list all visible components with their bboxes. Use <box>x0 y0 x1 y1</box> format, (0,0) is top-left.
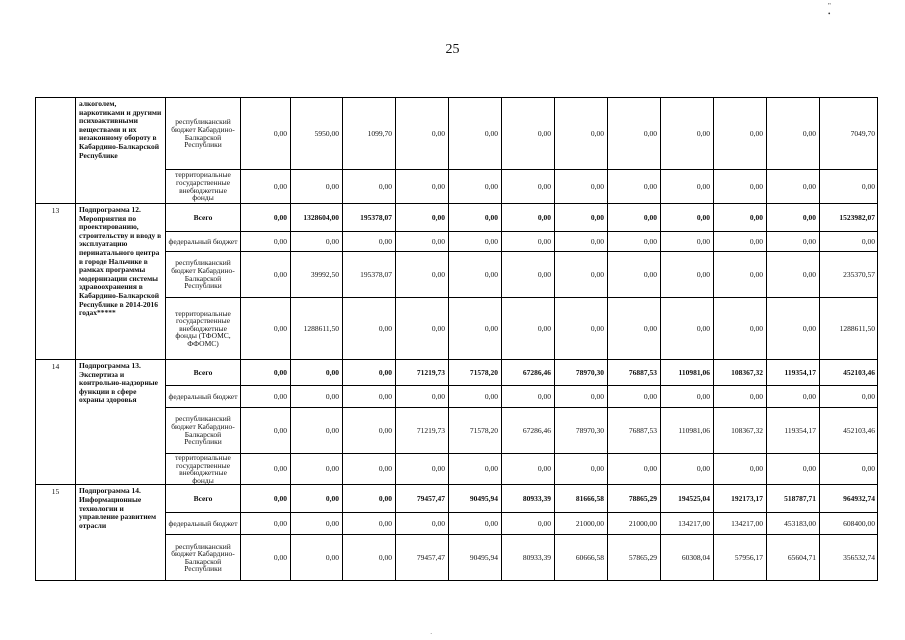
amount-cell: 0,00 <box>449 170 502 204</box>
budget-table <box>35 97 878 581</box>
table-row <box>36 360 878 386</box>
amount-cell: 0,00 <box>449 298 502 360</box>
amount-cell: 0,00 <box>343 454 396 485</box>
amount-cell: 0,00 <box>714 252 767 298</box>
amount-cell: 0,00 <box>396 232 449 252</box>
amount-cell: 195378,07 <box>343 204 396 232</box>
amount-cell: 67286,46 <box>502 360 555 386</box>
amount-cell: 0,00 <box>343 298 396 360</box>
amount-cell: 0,00 <box>661 170 714 204</box>
amount-cell: 0,00 <box>396 513 449 535</box>
amount-cell: 119354,17 <box>767 408 820 454</box>
amount-cell: 134217,00 <box>661 513 714 535</box>
amount-cell: 0,00 <box>343 170 396 204</box>
amount-cell: 90495,94 <box>449 485 502 513</box>
amount-cell: 0,00 <box>714 98 767 170</box>
funding-source: Всего <box>166 360 241 386</box>
table-row <box>36 98 878 170</box>
amount-cell: 0,00 <box>767 252 820 298</box>
amount-cell: 0,00 <box>291 170 343 204</box>
amount-cell: 0,00 <box>241 252 291 298</box>
amount-cell: 194525,04 <box>661 485 714 513</box>
funding-source: федеральный бюджет <box>166 232 241 252</box>
amount-cell: 108367,32 <box>714 360 767 386</box>
amount-cell: 356532,74 <box>820 535 878 581</box>
funding-source: республиканский бюджет Кабардино-Балкарской Республики <box>166 98 241 170</box>
amount-cell: 0,00 <box>241 98 291 170</box>
subprogram-title: алкоголем, наркотиками и другими психоактивными веществами и их незаконному обороту в Кабардино-Балкарской Республике <box>76 98 166 204</box>
amount-cell: 90495,94 <box>449 535 502 581</box>
amount-cell: 79457,47 <box>396 485 449 513</box>
amount-cell: 452103,46 <box>820 408 878 454</box>
funding-source: территориальные государственные внебюджетные фонды (ТФОМС, ФФОМС) <box>166 298 241 360</box>
amount-cell: 0,00 <box>608 98 661 170</box>
amount-cell: 0,00 <box>396 98 449 170</box>
bottom-mark: · <box>430 630 433 638</box>
amount-cell: 108367,32 <box>714 408 767 454</box>
amount-cell: 0,00 <box>241 454 291 485</box>
amount-cell: 78970,30 <box>555 408 608 454</box>
amount-cell: 0,00 <box>767 204 820 232</box>
funding-source: территориальные государственные внебюджетные фонды <box>166 454 241 485</box>
amount-cell: 0,00 <box>555 232 608 252</box>
amount-cell: 0,00 <box>449 98 502 170</box>
amount-cell: 0,00 <box>714 232 767 252</box>
amount-cell: 0,00 <box>608 386 661 408</box>
amount-cell: 0,00 <box>608 252 661 298</box>
table-row <box>36 485 878 513</box>
amount-cell: 0,00 <box>714 298 767 360</box>
amount-cell: 0,00 <box>396 170 449 204</box>
amount-cell: 110981,06 <box>661 360 714 386</box>
subprogram-title: Подпрограмма 13. Экспертиза и контрольно-надзорные функции в сфере охраны здоровья <box>76 360 166 485</box>
amount-cell: 0,00 <box>291 485 343 513</box>
amount-cell: 0,00 <box>449 513 502 535</box>
amount-cell: 453183,00 <box>767 513 820 535</box>
row-number: 13 <box>36 204 76 360</box>
amount-cell: 0,00 <box>449 252 502 298</box>
amount-cell: 1099,70 <box>343 98 396 170</box>
amount-cell: 0,00 <box>767 454 820 485</box>
amount-cell: 0,00 <box>608 298 661 360</box>
funding-source: Всего <box>166 485 241 513</box>
amount-cell: 0,00 <box>241 535 291 581</box>
amount-cell: 0,00 <box>343 360 396 386</box>
amount-cell: 0,00 <box>820 170 878 204</box>
amount-cell: 0,00 <box>291 535 343 581</box>
amount-cell: 0,00 <box>449 232 502 252</box>
amount-cell: 0,00 <box>396 454 449 485</box>
amount-cell: 0,00 <box>241 170 291 204</box>
row-number: 14 <box>36 360 76 485</box>
page-number: 25 <box>445 42 460 57</box>
amount-cell: 0,00 <box>714 454 767 485</box>
amount-cell: 608400,00 <box>820 513 878 535</box>
amount-cell: 0,00 <box>449 386 502 408</box>
amount-cell: 71219,73 <box>396 408 449 454</box>
amount-cell: 0,00 <box>502 454 555 485</box>
funding-source: республиканский бюджет Кабардино-Балкарской Республики <box>166 252 241 298</box>
amount-cell: 964932,74 <box>820 485 878 513</box>
funding-source: федеральный бюджет <box>166 386 241 408</box>
amount-cell: 0,00 <box>241 360 291 386</box>
amount-cell: 81666,58 <box>555 485 608 513</box>
amount-cell: 0,00 <box>343 535 396 581</box>
amount-cell: 0,00 <box>291 408 343 454</box>
amount-cell: 0,00 <box>502 98 555 170</box>
amount-cell: 0,00 <box>241 485 291 513</box>
corner-marks: " • <box>828 2 859 18</box>
amount-cell: 0,00 <box>767 232 820 252</box>
amount-cell: 0,00 <box>661 204 714 232</box>
row-number <box>36 98 76 204</box>
amount-cell: 65604,71 <box>767 535 820 581</box>
amount-cell: 76887,53 <box>608 408 661 454</box>
amount-cell: 67286,46 <box>502 408 555 454</box>
amount-cell: 0,00 <box>555 298 608 360</box>
amount-cell: 195378,07 <box>343 252 396 298</box>
amount-cell: 0,00 <box>555 252 608 298</box>
amount-cell: 0,00 <box>608 204 661 232</box>
amount-cell: 0,00 <box>661 386 714 408</box>
amount-cell: 0,00 <box>661 454 714 485</box>
amount-cell: 0,00 <box>608 170 661 204</box>
amount-cell: 119354,17 <box>767 360 820 386</box>
amount-cell: 0,00 <box>291 232 343 252</box>
amount-cell: 0,00 <box>396 204 449 232</box>
funding-source: территориальные государственные внебюджетные фонды <box>166 170 241 204</box>
amount-cell: 0,00 <box>767 386 820 408</box>
amount-cell: 0,00 <box>555 454 608 485</box>
amount-cell: 0,00 <box>661 298 714 360</box>
amount-cell: 80933,39 <box>502 535 555 581</box>
amount-cell: 0,00 <box>449 204 502 232</box>
amount-cell: 0,00 <box>241 513 291 535</box>
amount-cell: 0,00 <box>343 232 396 252</box>
amount-cell: 1328604,00 <box>291 204 343 232</box>
amount-cell: 0,00 <box>502 232 555 252</box>
amount-cell: 0,00 <box>291 513 343 535</box>
amount-cell: 0,00 <box>661 232 714 252</box>
amount-cell: 0,00 <box>343 386 396 408</box>
amount-cell: 0,00 <box>241 232 291 252</box>
amount-cell: 0,00 <box>555 204 608 232</box>
amount-cell: 0,00 <box>608 232 661 252</box>
amount-cell: 60666,58 <box>555 535 608 581</box>
amount-cell: 0,00 <box>555 386 608 408</box>
amount-cell: 0,00 <box>661 252 714 298</box>
amount-cell: 57865,29 <box>608 535 661 581</box>
amount-cell: 71219,73 <box>396 360 449 386</box>
amount-cell: 518787,71 <box>767 485 820 513</box>
amount-cell: 0,00 <box>502 513 555 535</box>
amount-cell: 76887,53 <box>608 360 661 386</box>
subprogram-title: Подпрограмма 12. Мероприятия по проектированию, строительству и вводу в эксплуатацию перинатального центра в городе Нальчике в рамках программы модернизации системы здравоохранения в Кабардино-Балкарской Республике в 2014-2016 годах***** <box>76 204 166 360</box>
amount-cell: 0,00 <box>396 386 449 408</box>
amount-cell: 0,00 <box>502 204 555 232</box>
amount-cell: 0,00 <box>820 232 878 252</box>
funding-source: республиканский бюджет Кабардино-Балкарской Республики <box>166 535 241 581</box>
amount-cell: 0,00 <box>502 298 555 360</box>
amount-cell: 78970,30 <box>555 360 608 386</box>
amount-cell: 0,00 <box>291 360 343 386</box>
amount-cell: 235370,57 <box>820 252 878 298</box>
amount-cell: 0,00 <box>241 408 291 454</box>
amount-cell: 0,00 <box>343 408 396 454</box>
amount-cell: 71578,20 <box>449 360 502 386</box>
amount-cell: 0,00 <box>502 386 555 408</box>
amount-cell: 0,00 <box>767 98 820 170</box>
amount-cell: 0,00 <box>820 386 878 408</box>
funding-source: федеральный бюджет <box>166 513 241 535</box>
amount-cell: 0,00 <box>449 454 502 485</box>
amount-cell: 0,00 <box>343 485 396 513</box>
row-number: 15 <box>36 485 76 581</box>
table-row <box>36 204 878 232</box>
amount-cell: 7049,70 <box>820 98 878 170</box>
table-body <box>36 98 878 581</box>
amount-cell: 0,00 <box>661 98 714 170</box>
amount-cell: 192173,17 <box>714 485 767 513</box>
amount-cell: 0,00 <box>241 386 291 408</box>
amount-cell: 1288611,50 <box>820 298 878 360</box>
amount-cell: 0,00 <box>396 298 449 360</box>
amount-cell: 78865,29 <box>608 485 661 513</box>
amount-cell: 0,00 <box>502 170 555 204</box>
amount-cell: 452103,46 <box>820 360 878 386</box>
amount-cell: 0,00 <box>396 252 449 298</box>
amount-cell: 0,00 <box>291 454 343 485</box>
amount-cell: 21000,00 <box>608 513 661 535</box>
amount-cell: 80933,39 <box>502 485 555 513</box>
amount-cell: 60308,04 <box>661 535 714 581</box>
amount-cell: 0,00 <box>241 298 291 360</box>
amount-cell: 0,00 <box>555 98 608 170</box>
amount-cell: 0,00 <box>241 204 291 232</box>
amount-cell: 39992,50 <box>291 252 343 298</box>
amount-cell: 0,00 <box>555 170 608 204</box>
funding-source: республиканский бюджет Кабардино-Балкарской Республики <box>166 408 241 454</box>
amount-cell: 0,00 <box>502 252 555 298</box>
amount-cell: 0,00 <box>820 454 878 485</box>
amount-cell: 71578,20 <box>449 408 502 454</box>
amount-cell: 110981,06 <box>661 408 714 454</box>
amount-cell: 0,00 <box>343 513 396 535</box>
amount-cell: 21000,00 <box>555 513 608 535</box>
amount-cell: 0,00 <box>767 298 820 360</box>
amount-cell: 1523982,07 <box>820 204 878 232</box>
amount-cell: 57956,17 <box>714 535 767 581</box>
amount-cell: 0,00 <box>291 386 343 408</box>
amount-cell: 1288611,50 <box>291 298 343 360</box>
funding-source: Всего <box>166 204 241 232</box>
amount-cell: 5950,00 <box>291 98 343 170</box>
subprogram-title: Подпрограмма 14. Информационные технологии и управление развитием отрасли <box>76 485 166 581</box>
amount-cell: 0,00 <box>714 204 767 232</box>
amount-cell: 0,00 <box>608 454 661 485</box>
amount-cell: 0,00 <box>767 170 820 204</box>
amount-cell: 0,00 <box>714 386 767 408</box>
amount-cell: 79457,47 <box>396 535 449 581</box>
amount-cell: 134217,00 <box>714 513 767 535</box>
amount-cell: 0,00 <box>714 170 767 204</box>
